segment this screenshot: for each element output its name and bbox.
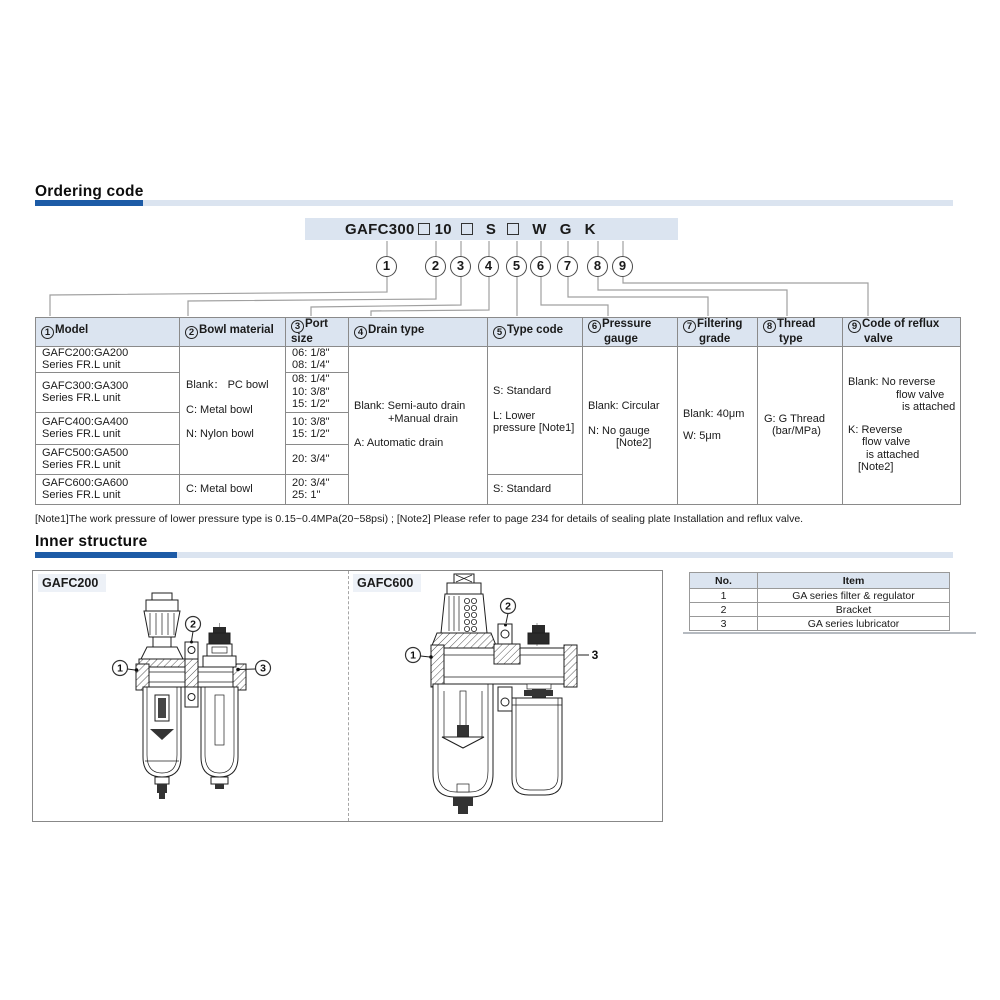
cell-line: 25: 1" bbox=[292, 489, 321, 501]
header-label: Drain type bbox=[368, 324, 425, 337]
model-cell bbox=[36, 346, 180, 372]
circled-number-icon: 1 bbox=[41, 326, 54, 339]
ordering-table bbox=[35, 317, 961, 505]
bracket bbox=[185, 642, 198, 707]
header-drain-type bbox=[349, 318, 488, 347]
cell-line: 20: 3/4" bbox=[292, 452, 330, 465]
callout-3: 3 bbox=[450, 256, 471, 277]
header-row bbox=[36, 318, 961, 347]
circled-number-icon: 3 bbox=[291, 320, 304, 333]
parts-header-no: No. bbox=[690, 573, 758, 589]
cell-line: [Note2] bbox=[616, 437, 652, 450]
cell-line: N: No gauge bbox=[588, 424, 650, 437]
callout-6: 6 bbox=[530, 256, 551, 277]
header-label: Model bbox=[55, 324, 89, 337]
header-label: Bowl material bbox=[199, 324, 274, 337]
header-reflux-valve bbox=[843, 318, 961, 347]
ordering-code-title: Ordering code bbox=[35, 183, 144, 200]
callout-number: 1 bbox=[117, 662, 123, 675]
code-type: S bbox=[485, 220, 497, 238]
bowl-material-gafc600-cell bbox=[180, 474, 286, 504]
title-underline-light bbox=[177, 552, 953, 558]
cell-line: GAFC200:GA200 bbox=[42, 346, 129, 359]
cell-line: Blank: Semi-auto drain bbox=[354, 400, 466, 413]
circled-number-icon: 7 bbox=[683, 320, 696, 333]
circled-number-icon: 5 bbox=[493, 326, 506, 339]
inner-structure-panel bbox=[32, 570, 663, 822]
cell-line: 15: 1/2" bbox=[292, 398, 330, 411]
cell-line: K: Reverse bbox=[848, 423, 903, 436]
cell-line: S: Standard bbox=[493, 385, 552, 398]
model-cell bbox=[36, 372, 180, 412]
cell-line: is attached bbox=[902, 401, 956, 414]
code-port: 10 bbox=[434, 220, 452, 238]
header-label-line2: gauge bbox=[604, 333, 638, 345]
header-label: Thread bbox=[777, 318, 816, 330]
title-underline-light bbox=[143, 200, 953, 206]
cell-line: is attached bbox=[866, 448, 920, 461]
model-cell bbox=[36, 444, 180, 474]
cell-line: +Manual drain bbox=[388, 412, 459, 425]
callout-3-label bbox=[578, 648, 599, 662]
table-row bbox=[36, 346, 961, 372]
cell-line: Blank: No reverse bbox=[848, 376, 936, 389]
callout-8: 8 bbox=[587, 256, 608, 277]
parts-header-row bbox=[690, 573, 950, 589]
code-reflux: K bbox=[584, 220, 596, 238]
cell-line: 10: 3/8" bbox=[292, 415, 330, 428]
header-label: Code of reflux bbox=[862, 318, 940, 330]
circled-number-icon: 9 bbox=[848, 320, 861, 333]
type-code-gafc600-cell bbox=[488, 474, 583, 504]
callout-2-badge bbox=[501, 599, 516, 627]
part-item: GA series lubricator bbox=[758, 617, 950, 631]
cell-line: N: Nylon bowl bbox=[186, 428, 254, 441]
filtering-grade-cell bbox=[678, 346, 758, 504]
code-filter: W bbox=[532, 220, 547, 238]
parts-row bbox=[690, 603, 950, 617]
bowl-material-cell bbox=[180, 346, 286, 474]
circled-number-icon: 4 bbox=[354, 326, 367, 339]
port-size-cell bbox=[286, 372, 349, 412]
cell-line: GAFC400:GA400 bbox=[42, 415, 129, 428]
cell-line: Series FR.L unit bbox=[42, 489, 121, 501]
cell-line: 08: 1/4" bbox=[292, 373, 330, 386]
callout-4: 4 bbox=[478, 256, 499, 277]
model-cell bbox=[36, 412, 180, 444]
gafc600-drawing bbox=[349, 571, 662, 819]
port-size-cell bbox=[286, 346, 349, 372]
parts-table-underline bbox=[683, 632, 976, 634]
header-bowl-material bbox=[180, 318, 286, 347]
title-underline-dark bbox=[35, 552, 177, 558]
footnote: [Note1]The work pressure of lower pressure type is 0.15~0.4MPa(20~58psi) ; [Note2] Please refer to page 234 for details of sealing plate Installation and reflux valve. bbox=[35, 513, 804, 525]
cell-line: flow valve bbox=[896, 388, 945, 401]
lubricator-unit bbox=[201, 627, 238, 789]
cell-line: GAFC300:GA300 bbox=[42, 379, 129, 392]
cell-line: [Note2] bbox=[858, 461, 894, 474]
header-label-line2: grade bbox=[699, 333, 731, 345]
code-placeholder-box-drain bbox=[461, 223, 473, 235]
header-thread-type bbox=[758, 318, 843, 347]
header-label: Port bbox=[305, 318, 328, 330]
callout-9: 9 bbox=[612, 256, 633, 277]
cell-line: G: G Thread bbox=[764, 412, 825, 425]
callout-number: 2 bbox=[505, 600, 511, 613]
parts-row bbox=[690, 617, 950, 631]
header-model bbox=[36, 318, 180, 347]
parts-header-item: Item bbox=[758, 573, 950, 589]
cell-line: Blank: Circular bbox=[588, 400, 660, 413]
cell-line: 15: 1/2" bbox=[292, 428, 330, 440]
part-no: 2 bbox=[690, 603, 758, 617]
type-code-cell bbox=[488, 346, 583, 474]
cell-line: GAFC500:GA500 bbox=[42, 446, 129, 459]
circled-number-icon: 6 bbox=[588, 320, 601, 333]
cell-line: Blank： PC bowl bbox=[186, 379, 269, 392]
drain-type-cell bbox=[349, 346, 488, 504]
header-type-code bbox=[488, 318, 583, 347]
header-label-line2: size bbox=[291, 333, 313, 345]
header-label: Pressure bbox=[602, 318, 652, 330]
port-size-cell bbox=[286, 444, 349, 474]
cell-line: Series FR.L unit bbox=[42, 359, 121, 371]
callout-1: 1 bbox=[376, 256, 397, 277]
header-pressure-gauge bbox=[583, 318, 678, 347]
cell-line: pressure [Note1] bbox=[493, 422, 575, 435]
part-item: Bracket bbox=[758, 603, 950, 617]
port-size-cell bbox=[286, 474, 349, 504]
code-model: GAFC300 bbox=[345, 220, 415, 238]
reflux-valve-cell bbox=[843, 346, 961, 504]
cell-line: C: Metal bowl bbox=[186, 482, 253, 495]
cell-line: Series FR.L unit bbox=[42, 392, 121, 404]
code-thread: G bbox=[559, 220, 572, 238]
circled-number-icon: 8 bbox=[763, 320, 776, 333]
cell-line: 10: 3/8" bbox=[292, 385, 330, 398]
callout-7: 7 bbox=[557, 256, 578, 277]
header-label-line2: valve bbox=[864, 333, 893, 345]
cell-line: 08: 1/4" bbox=[292, 359, 330, 371]
callout-2-badge bbox=[186, 617, 201, 644]
cell-line: (bar/MPa) bbox=[772, 425, 821, 437]
part-no: 3 bbox=[690, 617, 758, 631]
cell-line: 20: 3/4" bbox=[292, 476, 330, 489]
code-placeholder-box-bowl bbox=[418, 223, 430, 235]
parts-table bbox=[689, 572, 950, 631]
inner-structure-title: Inner structure bbox=[35, 533, 148, 550]
parts-row bbox=[690, 589, 950, 603]
cell-line: A: Automatic drain bbox=[354, 437, 444, 450]
callout-number: 3 bbox=[260, 662, 266, 675]
cell-line: W: 5μm bbox=[683, 430, 721, 442]
callout-number: 3 bbox=[591, 648, 599, 662]
cell-line: Series FR.L unit bbox=[42, 428, 121, 440]
cell-line: GAFC600:GA600 bbox=[42, 476, 129, 489]
callout-5: 5 bbox=[506, 256, 527, 277]
thread-type-cell bbox=[758, 346, 843, 504]
cell-line: flow valve bbox=[862, 436, 911, 449]
header-label-line2: type bbox=[779, 333, 803, 345]
title-underline-dark bbox=[35, 200, 143, 206]
header-label: Filtering bbox=[697, 318, 743, 330]
callout-number: 1 bbox=[410, 649, 416, 662]
part-no: 1 bbox=[690, 589, 758, 603]
callout-1-badge bbox=[406, 648, 433, 663]
cell-line: 06: 1/8" bbox=[292, 346, 330, 359]
cell-line: Series FR.L unit bbox=[42, 459, 121, 471]
pressure-gauge-cell bbox=[583, 346, 678, 504]
code-placeholder-box-gauge bbox=[507, 223, 519, 235]
callout-1-badge bbox=[113, 661, 139, 676]
gafc600-label: GAFC600 bbox=[353, 574, 421, 592]
callout-2: 2 bbox=[425, 256, 446, 277]
callout-number: 2 bbox=[190, 618, 196, 631]
cell-line: C: Metal bowl bbox=[186, 403, 253, 416]
cell-line: Blank: 40μm bbox=[683, 407, 745, 420]
gafc200-drawing bbox=[33, 571, 348, 821]
header-label: Type code bbox=[507, 324, 564, 337]
cell-line: L: Lower bbox=[493, 409, 536, 422]
port-size-cell bbox=[286, 412, 349, 444]
header-filtering-grade bbox=[678, 318, 758, 347]
model-cell bbox=[36, 474, 180, 504]
header-port-size bbox=[286, 318, 349, 347]
cell-line: S: Standard bbox=[493, 482, 552, 495]
part-item: GA series filter & regulator bbox=[758, 589, 950, 603]
ordering-code-bar bbox=[305, 218, 678, 240]
gafc200-label: GAFC200 bbox=[38, 574, 106, 592]
circled-number-icon: 2 bbox=[185, 326, 198, 339]
